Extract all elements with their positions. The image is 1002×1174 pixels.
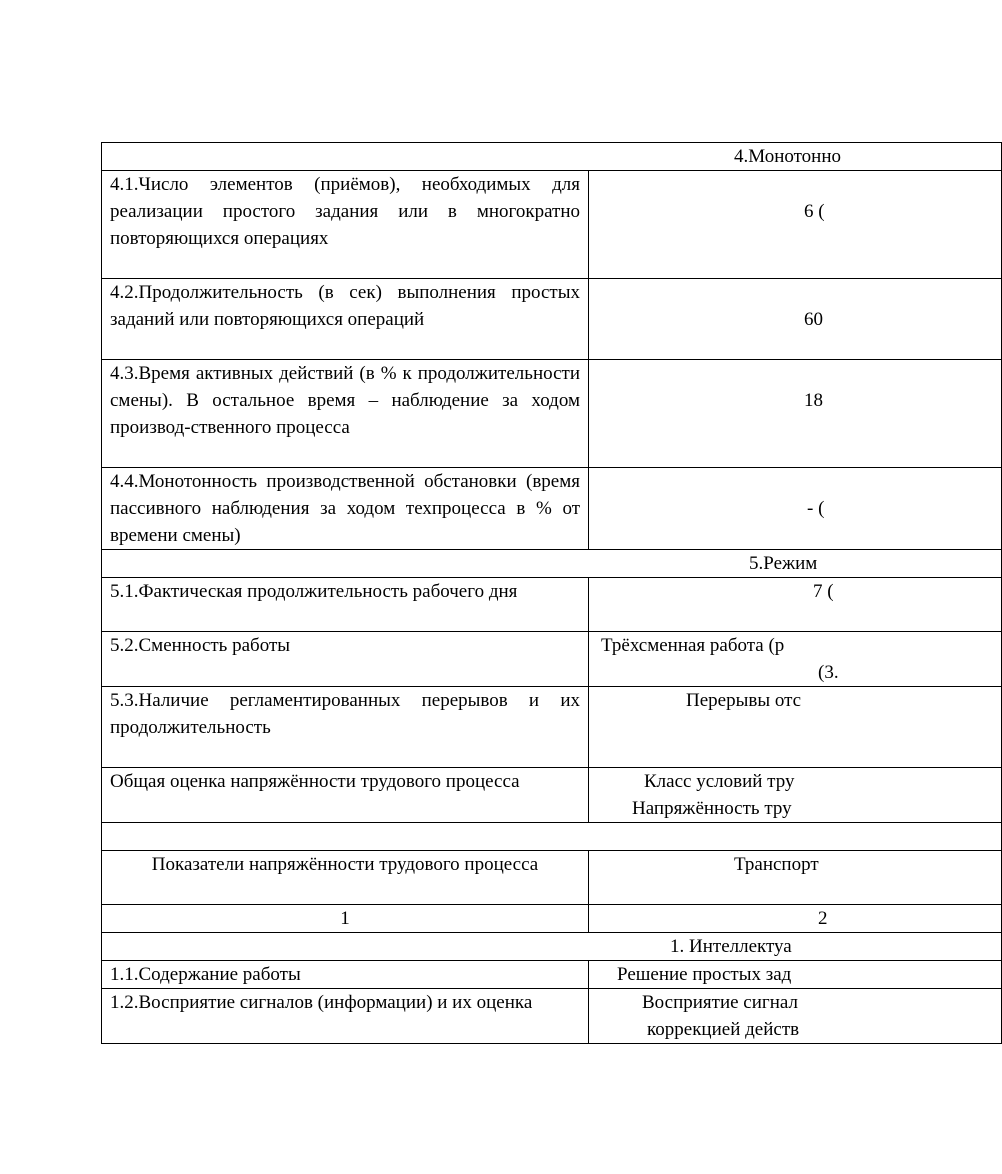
row-value: - ( xyxy=(589,468,1002,550)
section-header-row xyxy=(102,143,1002,171)
table-row xyxy=(102,279,1002,360)
row-value-line: Трёхсменная работа (р xyxy=(601,635,785,656)
column-number-row xyxy=(102,905,1002,933)
overall-value xyxy=(589,768,1002,823)
section1-title: 1. Интеллектуа xyxy=(102,933,1002,961)
overall-value-line: Класс условий тру xyxy=(644,771,795,792)
row-value: 6 ( xyxy=(589,171,1002,279)
row-label: 4.3.Время активных действий (в % к продолжительности смены). В остальное время – наблюдение за ходом производ-ственного процесса xyxy=(102,360,589,468)
column-number: 2 xyxy=(589,905,1002,933)
row-value-line: Восприятие сигнал xyxy=(642,992,798,1013)
row-value: 60 xyxy=(589,279,1002,360)
section-header-row xyxy=(102,550,1002,578)
section-header-row xyxy=(102,933,1002,961)
table-row xyxy=(102,961,1002,989)
row-label: 1.2.Восприятие сигналов (информации) и их оценка xyxy=(102,989,589,1044)
row-value-line: (3. xyxy=(818,662,839,683)
row-value: 7 ( xyxy=(589,578,1002,632)
header-row xyxy=(102,851,1002,905)
row-label: 4.2.Продолжительность (в сек) выполнения простых заданий или повторяющихся операций xyxy=(102,279,589,360)
row-label: 5.2.Сменность работы xyxy=(102,632,589,687)
table-row xyxy=(102,687,1002,768)
row-value: Перерывы отс xyxy=(589,687,1002,768)
table-row xyxy=(102,578,1002,632)
row-value xyxy=(589,632,1002,687)
row-value xyxy=(589,989,1002,1044)
row-value: Решение простых зад xyxy=(589,961,1002,989)
table-row xyxy=(102,360,1002,468)
overall-row xyxy=(102,768,1002,823)
row-value: 18 xyxy=(589,360,1002,468)
header-cell: Транспорт xyxy=(589,851,1002,905)
row-label: 1.1.Содержание работы xyxy=(102,961,589,989)
table-row xyxy=(102,468,1002,550)
row-label: 5.1.Фактическая продолжительность рабочего дня xyxy=(102,578,589,632)
table-row xyxy=(102,632,1002,687)
column-number: 1 xyxy=(102,905,589,933)
row-label: 4.1.Число элементов (приёмов), необходимых для реализации простого задания или в многократно повторяющихся операциях xyxy=(102,171,589,279)
table-row xyxy=(102,171,1002,279)
section4-title: 4.Монотонно xyxy=(102,143,1002,171)
overall-label: Общая оценка напряжённости трудового процесса xyxy=(102,768,589,823)
header-cell: Показатели напряжённости трудового процесса xyxy=(102,851,589,905)
row-value-line: коррекцией действ xyxy=(647,1019,800,1040)
overall-value-line: Напряжённость тру xyxy=(632,798,792,819)
working-conditions-table xyxy=(101,142,1002,1044)
section5-title: 5.Режим xyxy=(102,550,1002,578)
spacer-row xyxy=(102,823,1002,851)
table-row xyxy=(102,989,1002,1044)
row-label: 5.3.Наличие регламентированных перерывов и их продолжительность xyxy=(102,687,589,768)
empty-cell xyxy=(102,823,1002,851)
row-label: 4.4.Монотонность производственной обстановки (время пассивного наблюдения за ходом техпроцесса в % от времени смены) xyxy=(102,468,589,550)
